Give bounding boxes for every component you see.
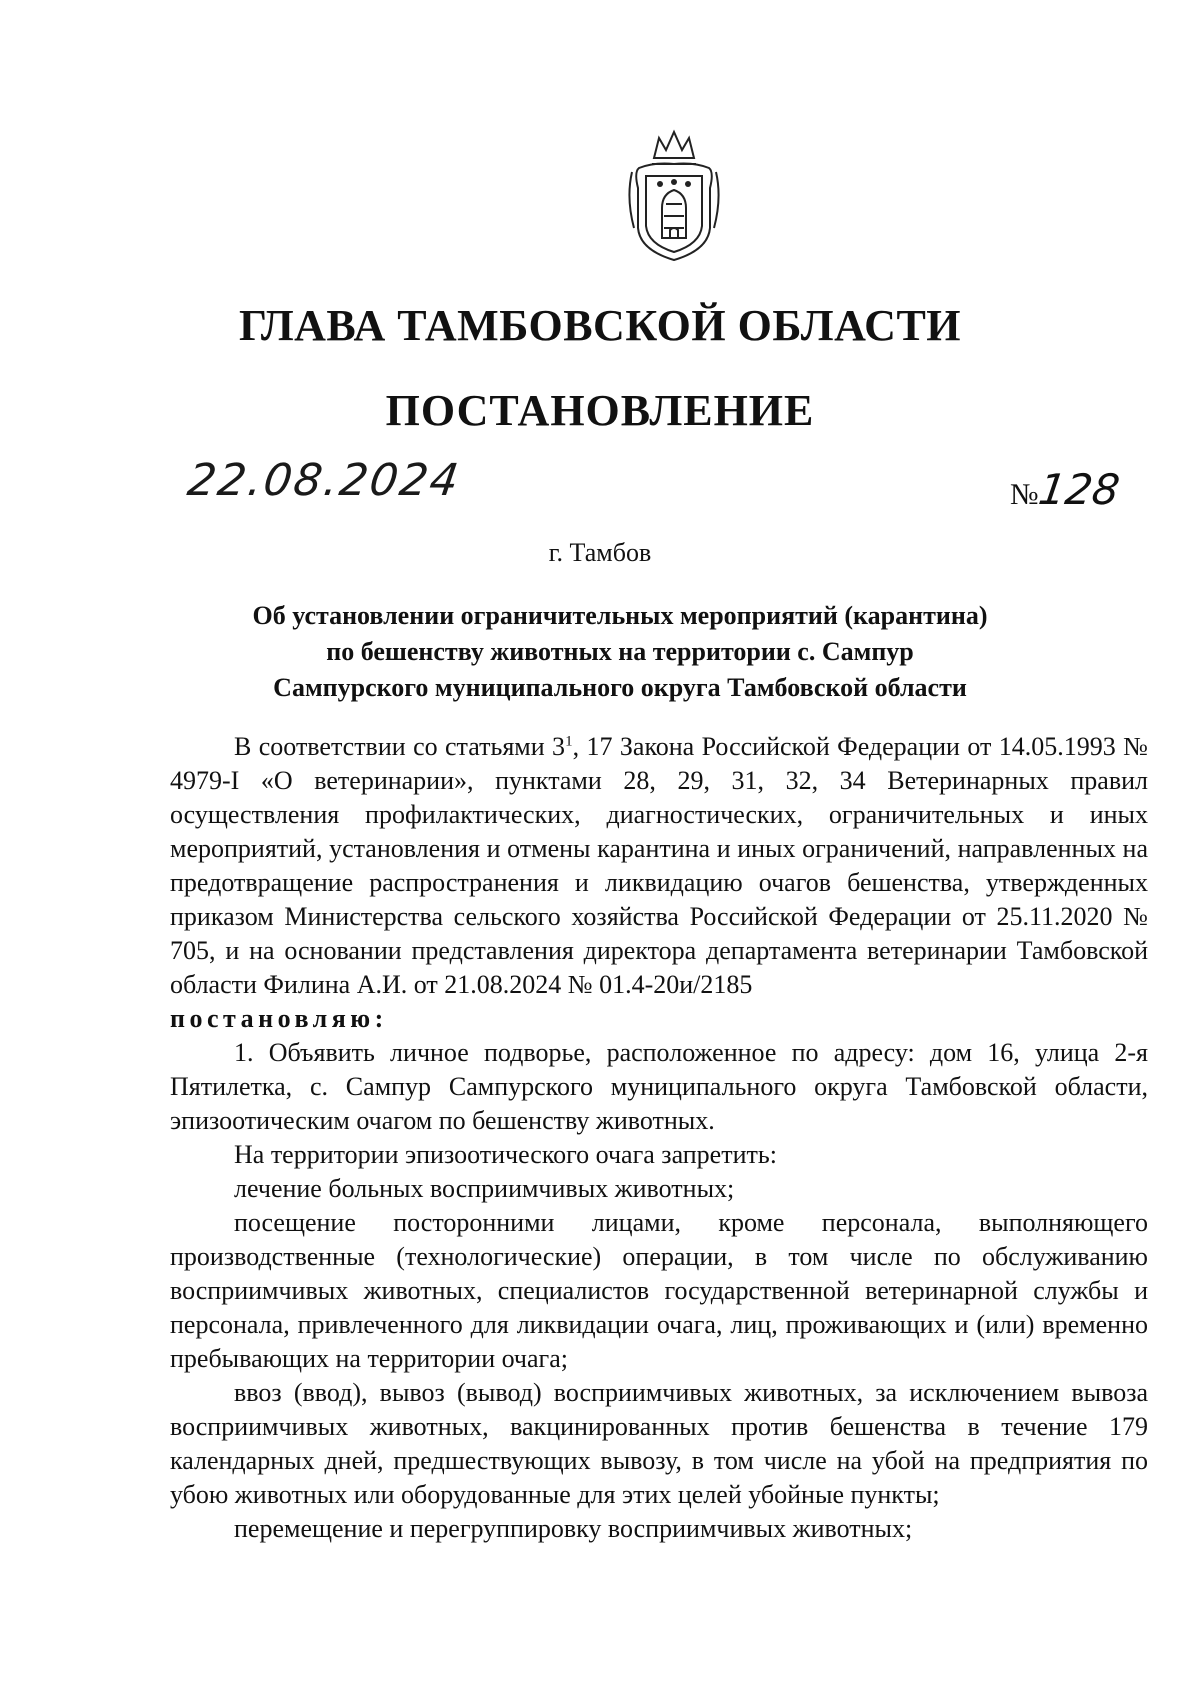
document-type-title: ПОСТАНОВЛЕНИЕ [385, 386, 815, 435]
city-line: г. Тамбов [548, 538, 652, 567]
preamble-paragraph [170, 730, 1148, 1002]
item-1-paragraph: 1. Объявить личное подворье, расположенное по адресу: дом 16, улица 2-я Пятилетка, с. Сампур Сампурского муниципального округа Тамбовской области, эпизоотическим очагом по бешенству животных. [170, 1038, 1148, 1135]
preamble-text-a: В соответствии со статьями 3 [234, 732, 566, 761]
coat-of-arms-icon [624, 128, 724, 264]
number-sign: № [1010, 478, 1039, 511]
prohibit-intro: На территории эпизоотического очага запретить: [234, 1140, 777, 1169]
prohibit-item-2: посещение посторонними лицами, кроме персонала, выполняющего производственные (технологические) операции, в том числе по обслуживанию восприимчивых животных, специалистов государственной ветеринарной службы и персонала, привлеченного для ликвидации очага, лиц, проживающих и (или) временно пребывающих на территории очага; [170, 1208, 1148, 1373]
prohibit-item-1: лечение больных восприимчивых животных; [234, 1174, 735, 1203]
subject-line-1: Об установлении ограничительных мероприятий (карантина) [252, 601, 988, 630]
subject-line-2: по бешенству животных на территории с. Сампур [326, 637, 914, 666]
resolve-word: постановляю: [170, 1004, 388, 1033]
handwritten-number: 128 [1035, 465, 1123, 514]
document-number [1010, 465, 1123, 514]
prohibit-item-3: ввоз (ввод), вывоз (вывод) восприимчивых животных, за исключением вывоза восприимчивых животных, вакцинированных против бешенства в течение 179 календарных дней, предшествующих вывозу, в том числе на убой на предприятия по убою животных или оборудованные для этих целей убойные пункты; [170, 1378, 1148, 1509]
subject-heading [180, 598, 1060, 706]
handwritten-date: 22.08.2024 [184, 455, 464, 506]
document-body [170, 730, 1148, 1546]
preamble-text-b: , 17 Закона Российской Федерации от 14.05.1993 № 4979-I «О ветеринарии», пунктами 28, 29, 31, 32, 34 Ветеринарных правил осуществления профилактических, диагностических, ограничительных и иных мероприятий, установления и отмены карантина и иных ограничений, направленных на предотвращение распространения и ликвидацию очагов бешенства, утвержденных приказом Министерства сельского хозяйства Российской Федерации от 25.11.2020 № 705, и на основании представления директора департамента ветеринарии Тамбовской области Филина А.И. от 21.08.2024 № 01.4-20и/2185 [170, 732, 1148, 999]
prohibit-item-4: перемещение и перегруппировку восприимчивых животных; [234, 1514, 913, 1543]
subject-line-3: Сампурского муниципального округа Тамбовской области [273, 673, 967, 702]
authority-title: ГЛАВА ТАМБОВСКОЙ ОБЛАСТИ [238, 301, 962, 350]
preamble-superscript: 1 [565, 733, 573, 750]
